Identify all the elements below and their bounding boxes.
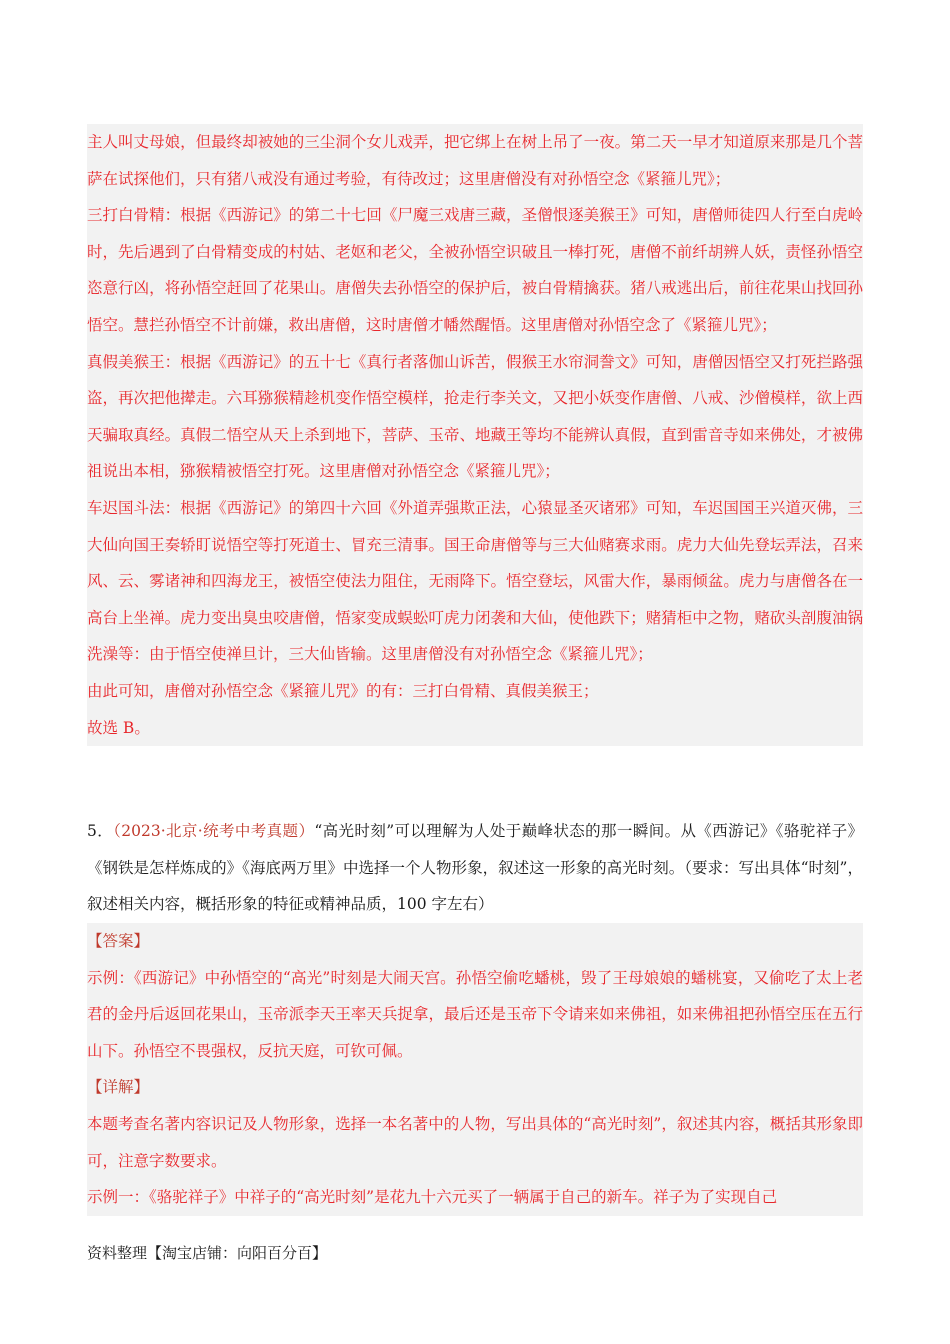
answer-explanation-block [87, 124, 863, 746]
question-5 [87, 813, 863, 923]
explanation-paragraph: 主人叫丈母娘，但最终却被她的三尘洞个女儿戏弄，把它绑上在树上吊了一夜。第二天一早才知道原来那是几个菩萨在试探他们，只有猪八戒没有通过考验，有待改过；这里唐僧没有对孙悟空念《紧箍儿咒》； [87, 133, 863, 188]
explanation-paragraph: 故选 B。 [87, 718, 150, 737]
detail-tag: 【详解】 [87, 1078, 150, 1097]
page-footer: 资料整理【淘宝店铺：向阳百分百】 [87, 1244, 328, 1262]
answer-tag: 【答案】 [87, 932, 150, 950]
explanation-paragraph: 车迟国斗法：根据《西游记》的第四十六回《外道弄强欺正法，心猿显圣灭诸邪》可知，车迟国国王兴道灭佛，三大仙向国王奏轿盯说悟空等打死道士、冒充三清事。国王命唐僧等与三大仙赌赛求雨。虎力大仙先登坛弄法，召来风、云、雾诸神和四海龙王，被悟空使法力阻住，无雨降下。悟空登坛，风雷大作，暴雨倾盆。虎力与唐僧各在一高台上坐禅。虎力变出臭虫咬唐僧，悟家变成蜈蚣叮虎力闭袭和大仙，使他跌下；赌猜柜中之物，赌砍头剖腹油锅洗澡等：由于悟空使禅旦计，三大仙皆输。这里唐僧没有对孙悟空念《紧箍儿咒》； [87, 498, 863, 664]
explanation-paragraph: 由此可知，唐僧对孙悟空念《紧箍儿咒》的有：三打白骨精、真假美猴王； [87, 681, 599, 700]
detail-paragraph: 示例一：《骆驼祥子》中祥子的“高光时刻”是花九十六元买了一辆属于自己的新车。祥子为了实现自己 [87, 1188, 778, 1207]
question-number: 5． [87, 822, 114, 840]
question-source: （2023·北京·统考中考真题） [113, 822, 315, 840]
explanation-paragraph: 三打白骨精：根据《西游记》的第二十七回《尸魔三戏唐三藏，圣僧恨逐美猴王》可知，唐僧师徒四人行至白虎岭时，先后遇到了白骨精变成的村姑、老妪和老父，全被孙悟空识破且一棒打死，唐僧不前纤胡辨人妖，责怪孙悟空恣意行凶，将孙悟空赶回了花果山。唐僧失去孙悟空的保护后，被白骨精擒获。猪八戒逃出后，前往花果山找回孙悟空。慧拦孙悟空不计前嫌，救出唐僧，这时唐僧才幡然醒悟。这里唐僧对孙悟空念了《紧箍儿咒》； [87, 206, 863, 334]
answer-detail-block [87, 923, 863, 1216]
answer-text: 示例：《西游记》中孙悟空的“高光”时刻是大闹天宫。孙悟空偷吃蟠桃，毁了王母娘娘的蟠桃宴，又偷吃了太上老君的金丹后返回花果山，玉帝派李天王率天兵捉拿，最后还是玉帝下令请来如来佛祖，如来佛祖把孙悟空压在五行山下。孙悟空不畏强权，反抗天庭，可钦可佩。 [87, 968, 863, 1060]
question-text: “高光时刻”可以理解为人处于巅峰状态的那一瞬间。从《西游记》《骆驼祥子》《钢铁是怎样炼成的》《海底两万里》中选择一个人物形象，叙述这一形象的高光时刻。（要求：写出具体“时刻”，叙述相关内容，概括形象的特征或精神品质，100 字左右） [87, 822, 863, 914]
explanation-paragraph: 真假美猴王：根据《西游记》的五十七《真行者落伽山诉苦，假猴王水帘洞誊文》可知，唐僧因悟空又打死拦路强盗，再次把他撵走。六耳猕猴精趁机变作悟空模样，抢走行李关文，又把小妖变作唐僧、八戒、沙僧模样，欲上西天骗取真经。真假二悟空从天上杀到地下，菩萨、玉帝、地藏王等均不能辨认真假，直到雷音寺如来佛处，才被佛祖说出本相，猕猴精被悟空打死。这里唐僧对孙悟空念《紧箍儿咒》； [87, 352, 863, 481]
detail-paragraph: 本题考查名著内容识记及人物形象，选择一本名著中的人物，写出具体的“高光时刻”，叙述其内容，概括其形象即可，注意字数要求。 [87, 1114, 863, 1170]
